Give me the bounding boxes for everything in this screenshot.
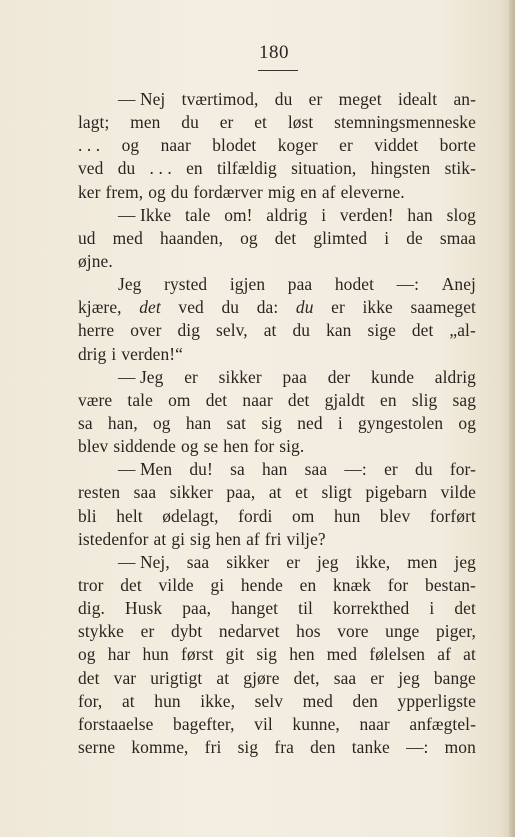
word: stemningsmenneske bbox=[334, 112, 476, 133]
word: i bbox=[337, 412, 343, 433]
word: i bbox=[429, 598, 435, 619]
word: gjøre bbox=[243, 667, 280, 688]
word: viddet bbox=[374, 135, 419, 156]
word: blodet bbox=[212, 135, 257, 156]
word: — Nej, bbox=[118, 551, 170, 572]
word: at bbox=[268, 482, 282, 503]
word: er bbox=[370, 667, 385, 688]
word: rysted bbox=[164, 274, 208, 295]
word: ikke, bbox=[200, 690, 236, 711]
text-line bbox=[78, 319, 476, 342]
word: at bbox=[216, 667, 230, 688]
word: om bbox=[168, 389, 191, 410]
word: hun bbox=[333, 505, 361, 526]
word: sig. bbox=[279, 436, 305, 457]
word: med bbox=[326, 644, 358, 665]
word: jeg bbox=[316, 551, 339, 572]
word: er bbox=[339, 135, 353, 156]
word: for bbox=[387, 574, 409, 595]
word: aldrig bbox=[434, 366, 476, 387]
word: forført bbox=[429, 505, 476, 526]
word: mon bbox=[444, 736, 476, 757]
word: det bbox=[205, 389, 228, 410]
word: naar bbox=[160, 135, 191, 156]
word: en bbox=[300, 181, 317, 202]
word: — Jeg bbox=[118, 366, 164, 387]
text-line bbox=[78, 343, 476, 366]
word: fri bbox=[264, 528, 282, 549]
word: Jeg bbox=[118, 274, 142, 295]
word: du bbox=[292, 320, 311, 341]
word: stykke bbox=[78, 621, 125, 642]
word: kjære, bbox=[78, 297, 122, 318]
word: stik- bbox=[444, 158, 476, 179]
word: en bbox=[299, 574, 317, 595]
text-line bbox=[78, 273, 476, 296]
emphasized-word: det bbox=[139, 297, 161, 318]
word: sikker bbox=[226, 551, 270, 572]
word: hen bbox=[215, 528, 242, 549]
word: han bbox=[185, 412, 212, 433]
word: for, bbox=[78, 690, 103, 711]
word: i bbox=[111, 343, 117, 364]
text-line bbox=[78, 481, 476, 504]
word: om! bbox=[224, 204, 253, 225]
word: vore bbox=[337, 621, 369, 642]
word: istedenfor bbox=[78, 528, 149, 549]
word: tanke bbox=[351, 736, 390, 757]
word: hingsten bbox=[370, 158, 431, 179]
word: gjaldt bbox=[324, 389, 365, 410]
word: der bbox=[327, 366, 351, 387]
word: den bbox=[310, 736, 336, 757]
word: hen bbox=[223, 436, 249, 457]
word: det bbox=[274, 227, 297, 248]
word: sig bbox=[237, 736, 259, 757]
word: har bbox=[107, 644, 131, 665]
word: saa bbox=[186, 551, 210, 572]
word: forstaaelse bbox=[78, 713, 154, 734]
word: drig bbox=[78, 343, 107, 364]
word: og bbox=[78, 644, 96, 665]
word: sa bbox=[78, 412, 93, 433]
word: er bbox=[308, 89, 323, 109]
word: kunne, bbox=[292, 713, 340, 734]
word: sig bbox=[261, 412, 282, 433]
word: dybt bbox=[170, 621, 203, 642]
word: være bbox=[78, 389, 113, 410]
word: fordi bbox=[238, 505, 273, 526]
word: haanden, bbox=[159, 227, 224, 248]
text-line bbox=[78, 227, 476, 250]
word: herre bbox=[78, 320, 115, 341]
word: om bbox=[292, 505, 315, 526]
word: frem, bbox=[105, 181, 144, 202]
text-line bbox=[78, 88, 476, 111]
word: af bbox=[246, 528, 260, 549]
text-line bbox=[78, 458, 476, 481]
word: du bbox=[274, 89, 293, 109]
word: er bbox=[384, 459, 398, 480]
word: tale bbox=[184, 204, 211, 225]
word: —: bbox=[406, 736, 429, 757]
word: saameget bbox=[410, 297, 476, 318]
text-line bbox=[78, 435, 476, 458]
word: ypperligste bbox=[397, 690, 476, 711]
text-line bbox=[78, 620, 476, 643]
word: tilfældig bbox=[216, 158, 277, 179]
word: at bbox=[263, 320, 277, 341]
word: et bbox=[254, 112, 267, 133]
word: vilde bbox=[440, 482, 476, 503]
text-line bbox=[78, 574, 476, 597]
word: saa bbox=[304, 459, 328, 480]
word: dig bbox=[177, 320, 201, 341]
word: ved bbox=[78, 158, 104, 179]
word: følelsen bbox=[369, 644, 426, 665]
text-line bbox=[78, 204, 476, 227]
word: kan bbox=[326, 320, 352, 341]
word: den bbox=[352, 690, 378, 711]
page-edge bbox=[509, 0, 515, 837]
word: paa, bbox=[182, 598, 212, 619]
word: en bbox=[380, 389, 397, 410]
word: vilde bbox=[158, 574, 194, 595]
word: hanget bbox=[231, 598, 279, 619]
word: men bbox=[130, 112, 161, 133]
word: ødelagt, bbox=[162, 505, 219, 526]
word: gi bbox=[210, 574, 225, 595]
word: med bbox=[302, 690, 333, 711]
word: at bbox=[153, 528, 167, 549]
word: gyngestolen bbox=[358, 412, 444, 433]
text-line bbox=[78, 713, 476, 736]
word: de bbox=[406, 227, 423, 248]
text-line bbox=[78, 551, 476, 574]
word: smaa bbox=[439, 227, 476, 248]
word: du bbox=[181, 112, 199, 133]
word: git bbox=[225, 644, 245, 665]
word: det bbox=[287, 389, 310, 410]
word: med bbox=[112, 227, 143, 248]
word: og bbox=[240, 227, 258, 248]
text-line bbox=[78, 597, 476, 620]
word: til bbox=[298, 598, 313, 619]
word: i bbox=[384, 227, 390, 248]
word: det bbox=[454, 598, 476, 619]
word: komme, bbox=[131, 736, 189, 757]
word: blev bbox=[379, 505, 411, 526]
word: slig bbox=[411, 389, 438, 410]
word: eleverne. bbox=[340, 181, 405, 202]
text-line bbox=[78, 667, 476, 690]
word: er bbox=[331, 297, 345, 318]
word: er bbox=[286, 551, 300, 572]
word: tale bbox=[127, 389, 153, 410]
word: det bbox=[120, 574, 142, 595]
word: glimted bbox=[313, 227, 368, 248]
word: blev bbox=[78, 436, 109, 457]
word: ved bbox=[178, 297, 204, 318]
word: i bbox=[321, 204, 327, 225]
word: du bbox=[170, 181, 189, 202]
word: paa bbox=[282, 366, 307, 387]
word: bange bbox=[433, 667, 476, 688]
word: løst bbox=[287, 112, 314, 133]
word: du bbox=[117, 158, 136, 179]
word: og bbox=[458, 412, 476, 433]
word: han, bbox=[107, 412, 138, 433]
word: sikker bbox=[169, 482, 213, 503]
word: men bbox=[407, 551, 438, 572]
word: sag bbox=[452, 389, 476, 410]
word: „al- bbox=[449, 320, 476, 341]
word: naar bbox=[242, 389, 273, 410]
word: selv bbox=[254, 690, 284, 711]
word: det bbox=[78, 667, 100, 688]
word: hodet bbox=[334, 274, 375, 295]
word: knæk bbox=[332, 574, 372, 595]
page-number-rule bbox=[258, 70, 298, 71]
word: og bbox=[153, 412, 171, 433]
word: se bbox=[203, 436, 219, 457]
word: paa, bbox=[226, 482, 256, 503]
word: det bbox=[411, 320, 434, 341]
word: fordærver bbox=[193, 181, 263, 202]
word: er bbox=[184, 366, 198, 387]
word: da: bbox=[256, 297, 279, 318]
word: sikker bbox=[218, 366, 262, 387]
word: jeg bbox=[454, 551, 476, 572]
word: fra bbox=[274, 736, 294, 757]
text-line bbox=[78, 366, 476, 389]
word: sig bbox=[190, 528, 211, 549]
word: tror bbox=[78, 574, 104, 595]
page-number: 180 bbox=[259, 42, 289, 63]
word: selv, bbox=[216, 320, 248, 341]
word: naar bbox=[359, 713, 390, 734]
word: for- bbox=[449, 459, 476, 480]
word: bestan- bbox=[425, 574, 476, 595]
word: lagt; bbox=[78, 112, 110, 133]
text-line bbox=[78, 134, 476, 157]
word: sligt bbox=[321, 482, 352, 503]
word: — Men bbox=[118, 459, 173, 480]
text-line bbox=[78, 111, 476, 134]
word: sig bbox=[256, 644, 278, 665]
word: nedarvet bbox=[218, 621, 280, 642]
word: dig. bbox=[78, 598, 105, 619]
word: helt bbox=[116, 505, 143, 526]
word: — Ikke bbox=[118, 204, 172, 225]
word: og bbox=[148, 181, 166, 202]
text-line bbox=[78, 389, 476, 412]
word: du bbox=[221, 297, 240, 318]
word: resten bbox=[78, 482, 121, 503]
word: slog bbox=[446, 204, 476, 225]
word: hen bbox=[289, 644, 315, 665]
word: koger bbox=[277, 135, 318, 156]
text-line bbox=[78, 736, 476, 759]
word: saa bbox=[133, 482, 157, 503]
word: meget bbox=[338, 89, 382, 109]
text-line bbox=[78, 528, 476, 551]
word: kunde bbox=[371, 366, 415, 387]
word: verden! bbox=[339, 204, 394, 225]
word: ned bbox=[297, 412, 323, 433]
word: er bbox=[140, 621, 155, 642]
word: unge bbox=[385, 621, 420, 642]
word: sat bbox=[226, 412, 247, 433]
word: aldrig bbox=[266, 204, 308, 225]
emphasized-word: du bbox=[295, 297, 314, 318]
word: at bbox=[121, 690, 135, 711]
word: for bbox=[253, 436, 275, 457]
word: verden!“ bbox=[121, 343, 183, 364]
text-line bbox=[78, 643, 476, 666]
word: hun bbox=[142, 644, 169, 665]
word: vil bbox=[254, 713, 273, 734]
word: af bbox=[321, 181, 336, 202]
word: urigtigt bbox=[150, 667, 203, 688]
word: hos bbox=[296, 621, 321, 642]
word: over bbox=[130, 320, 162, 341]
word: du! bbox=[189, 459, 213, 480]
word: han bbox=[262, 459, 288, 480]
word: siddende bbox=[113, 436, 176, 457]
word: idealt bbox=[397, 89, 438, 109]
word: bli bbox=[78, 505, 97, 526]
word: korrekthed bbox=[333, 598, 410, 619]
word: borte bbox=[439, 135, 476, 156]
word: . . . bbox=[78, 135, 101, 156]
word: øjne. bbox=[78, 250, 113, 271]
word: — Nej bbox=[118, 89, 166, 109]
word: ud bbox=[78, 227, 96, 248]
word: tværtimod, bbox=[181, 89, 259, 109]
word: . . . bbox=[149, 158, 172, 179]
word: —: bbox=[396, 274, 420, 295]
word: et bbox=[295, 482, 308, 503]
word: sa bbox=[230, 459, 245, 480]
word: gi bbox=[171, 528, 186, 549]
word: at bbox=[463, 644, 476, 665]
word: og bbox=[121, 135, 140, 156]
word: en bbox=[186, 158, 203, 179]
word: fri bbox=[204, 736, 222, 757]
word: du bbox=[415, 459, 433, 480]
text-line bbox=[78, 412, 476, 435]
text-line bbox=[78, 181, 476, 204]
text-line bbox=[78, 157, 476, 180]
word: jeg bbox=[398, 667, 420, 688]
word: og bbox=[180, 436, 199, 457]
word: bagefter, bbox=[173, 713, 235, 734]
word: igjen bbox=[229, 274, 266, 295]
word: først bbox=[181, 644, 214, 665]
word: hende bbox=[240, 574, 283, 595]
word: anfægtel- bbox=[409, 713, 476, 734]
word: sige bbox=[367, 320, 396, 341]
body-text bbox=[78, 88, 476, 759]
word: det, bbox=[293, 667, 320, 688]
word: han bbox=[407, 204, 433, 225]
text-line bbox=[78, 690, 476, 713]
word: —: bbox=[344, 459, 367, 480]
word: er bbox=[219, 112, 234, 133]
text-line bbox=[78, 250, 476, 273]
word: paa bbox=[287, 274, 313, 295]
word: saa bbox=[333, 667, 357, 688]
word: ikke bbox=[362, 297, 393, 318]
word: piger, bbox=[436, 621, 476, 642]
text-line bbox=[78, 296, 476, 319]
word: Anej bbox=[441, 274, 476, 295]
word: Husk bbox=[125, 598, 163, 619]
word: pigebarn bbox=[365, 482, 428, 503]
word: ikke, bbox=[355, 551, 391, 572]
text-line bbox=[78, 505, 476, 528]
word: af bbox=[437, 644, 451, 665]
word: situation, bbox=[291, 158, 357, 179]
word: serne bbox=[78, 736, 116, 757]
word: mig bbox=[267, 181, 296, 202]
word: ker bbox=[78, 181, 101, 202]
word: vilje? bbox=[286, 528, 326, 549]
word: hun bbox=[154, 690, 181, 711]
word: var bbox=[113, 667, 137, 688]
word: an- bbox=[453, 89, 476, 109]
